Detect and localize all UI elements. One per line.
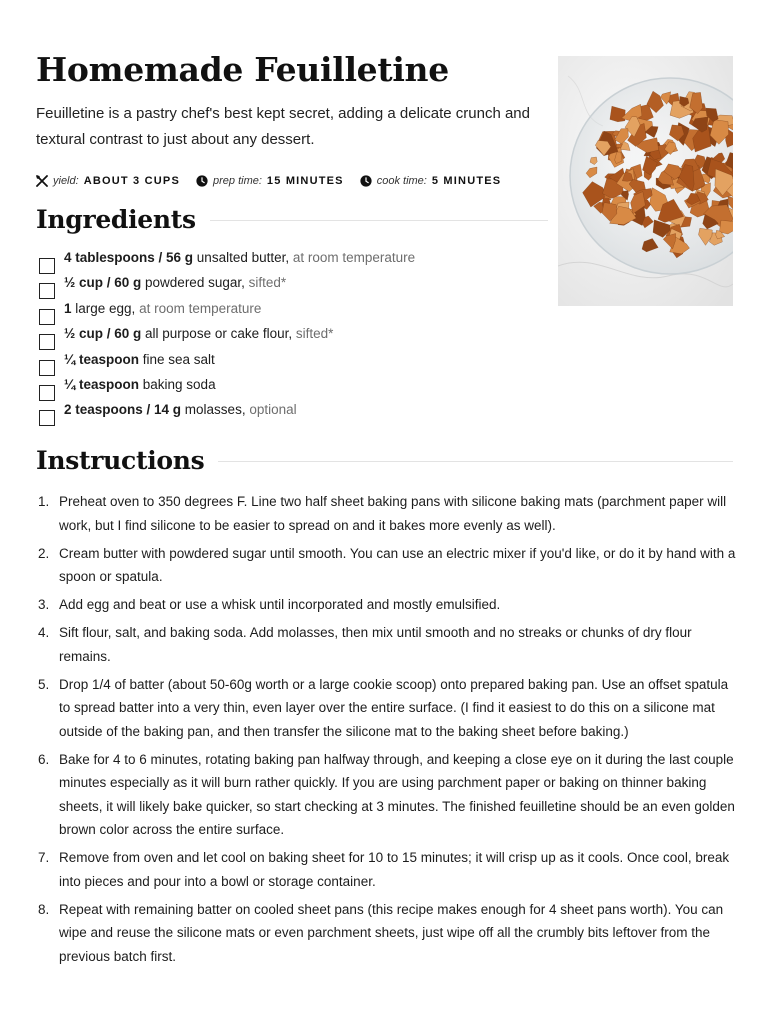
ingredient-note: at room temperature <box>139 300 262 316</box>
ingredients-heading <box>36 205 548 235</box>
ingredient-text <box>64 299 261 319</box>
instruction-step <box>38 542 738 589</box>
feuilletine-flake <box>719 220 733 234</box>
ingredient-amount: 4 tablespoons / 56 g <box>64 250 194 265</box>
ingredient-checkbox[interactable] <box>39 258 55 274</box>
ingredient-amount: 2 teaspoons / 14 g <box>64 402 182 418</box>
instruction-step <box>38 593 738 617</box>
ingredient-name: unsalted butter, <box>193 250 293 265</box>
ingredient-text <box>64 400 297 420</box>
ingredient-name: large egg, <box>71 300 140 316</box>
instructions-list <box>38 490 738 973</box>
ingredient-checkbox[interactable] <box>39 334 55 350</box>
ingredient-name: molasses, <box>181 402 250 418</box>
step-text: Sift flour, salt, and baking soda. Add molasses, then mix until smooth and no streaks or chunks of dry flour remains. <box>59 625 692 664</box>
step-text: Bake for 4 to 6 minutes, rotating baking pan halfway through, and keeping a close eye on it during the last couple minutes especially as it will burn rather quickly. If you are using parchment paper or baking on thinner baking sheets, it will likely bake quicker, so start checking at 3 minutes. The finished feuilletine should be an even golden brown color across the entire surface. <box>59 751 735 837</box>
ingredient-name: powdered sugar, <box>141 275 249 291</box>
ingredient-name: fine sea salt <box>139 351 215 367</box>
utensils-icon <box>36 175 48 187</box>
ingredient-checkbox[interactable] <box>39 309 55 325</box>
instruction-step <box>38 621 738 668</box>
instructions-title: Instructions <box>36 446 205 475</box>
ingredient-item <box>39 248 539 273</box>
ingredient-text <box>64 248 415 268</box>
feuilletine-bowl-photo <box>558 56 733 306</box>
step-number: 4. <box>38 625 50 640</box>
ingredient-item <box>39 375 539 400</box>
ingredient-checkbox[interactable] <box>39 410 55 426</box>
yield-value: ABOUT 3 CUPS <box>83 175 180 187</box>
prep-time-label: prep time: <box>213 175 262 187</box>
ingredient-amount: ¼ teaspoon <box>64 376 140 392</box>
instruction-step <box>38 748 738 842</box>
recipe-title: Homemade Feuilletine <box>36 50 449 89</box>
divider <box>210 220 548 221</box>
clock-icon <box>196 175 208 187</box>
step-number: 3. <box>38 597 50 612</box>
yield-meta <box>36 175 180 187</box>
prep-time-meta <box>196 175 344 187</box>
instruction-step <box>38 846 738 893</box>
recipe-photo <box>558 56 733 306</box>
ingredient-item <box>39 324 539 349</box>
ingredient-checkbox[interactable] <box>39 360 55 376</box>
recipe-summary: Feuilletine is a pastry chef's best kept secret, adding a delicate crunch and textural contrast to just about any dessert. <box>36 105 530 148</box>
step-text: Add egg and beat or use a whisk until incorporated and mostly emulsified. <box>59 597 501 612</box>
step-number: 6. <box>38 751 50 767</box>
step-number: 5. <box>38 676 50 692</box>
instructions-heading <box>36 446 733 476</box>
ingredient-note: sifted* <box>295 326 334 342</box>
prep-time-value: 15 MINUTES <box>266 175 344 187</box>
ingredient-name: all purpose or cake flour, <box>141 326 296 342</box>
clock-icon <box>360 175 372 187</box>
instruction-step <box>38 673 738 744</box>
ingredient-text <box>64 375 216 395</box>
instruction-step <box>38 490 738 537</box>
cook-time-meta <box>360 175 502 187</box>
ingredient-amount: ½ cup / 60 g <box>64 275 142 291</box>
step-number: 2. <box>38 545 50 561</box>
divider <box>218 461 733 462</box>
ingredient-checkbox[interactable] <box>39 385 55 401</box>
ingredient-amount: ¼ teaspoon <box>64 351 140 367</box>
ingredient-note: sifted* <box>248 275 287 291</box>
ingredient-item <box>39 273 539 298</box>
ingredient-amount: 1 <box>64 300 72 316</box>
yield-label: yield: <box>53 175 79 187</box>
ingredient-item <box>39 299 539 324</box>
step-number: 1. <box>38 494 50 509</box>
ingredient-item <box>39 400 539 425</box>
step-number: 7. <box>38 850 50 865</box>
instruction-step <box>38 898 738 969</box>
step-number: 8. <box>38 901 50 917</box>
step-text: Remove from oven and let cool on baking sheet for 10 to 15 minutes; it will crisp up as it cools. Once cool, break into pieces and pour into a bowl or storage container. <box>59 850 730 889</box>
step-text: Preheat oven to 350 degrees F. Line two half sheet baking pans with silicone baking mats (parchment paper will work, but I find silicone to be easier to spread on and it bakes more evenly as well). <box>59 494 727 533</box>
ingredient-note: optional <box>249 402 297 418</box>
ingredients-list <box>39 248 539 426</box>
ingredient-note: at room temperature <box>292 250 416 265</box>
ingredient-checkbox[interactable] <box>39 283 55 299</box>
step-text: Repeat with remaining batter on cooled sheet pans (this recipe makes enough for 4 sheet pans worth). You can wipe and reuse the silicone mats or even parchment sheets, just wipe off all the crumbly bits leftover from the previous batch first. <box>59 901 724 964</box>
cook-time-value: 5 MINUTES <box>431 175 502 187</box>
cook-time-label: cook time: <box>376 175 427 187</box>
ingredients-title: Ingredients <box>36 205 196 234</box>
ingredient-item <box>39 350 539 375</box>
recipe-meta <box>36 173 501 189</box>
ingredient-amount: ½ cup / 60 g <box>64 326 142 342</box>
step-text: Cream butter with powdered sugar until smooth. You can use an electric mixer if you'd like, or do it by hand with a spoon or spatula. <box>59 545 736 584</box>
ingredient-text <box>64 350 215 370</box>
step-text: Drop 1/4 of batter (about 50-60g worth or a large cookie scoop) onto prepared baking pan. Use an offset spatula to spread batter into a very thin, even layer over the entire surface. (I find it easiest to do this on a silicone mat outside of the baking pan, and then transfer the silicone mat to the baking sheet before baking.) <box>59 676 729 739</box>
ingredient-text <box>64 324 333 344</box>
ingredient-name: baking soda <box>139 376 216 392</box>
ingredient-text <box>64 273 286 293</box>
